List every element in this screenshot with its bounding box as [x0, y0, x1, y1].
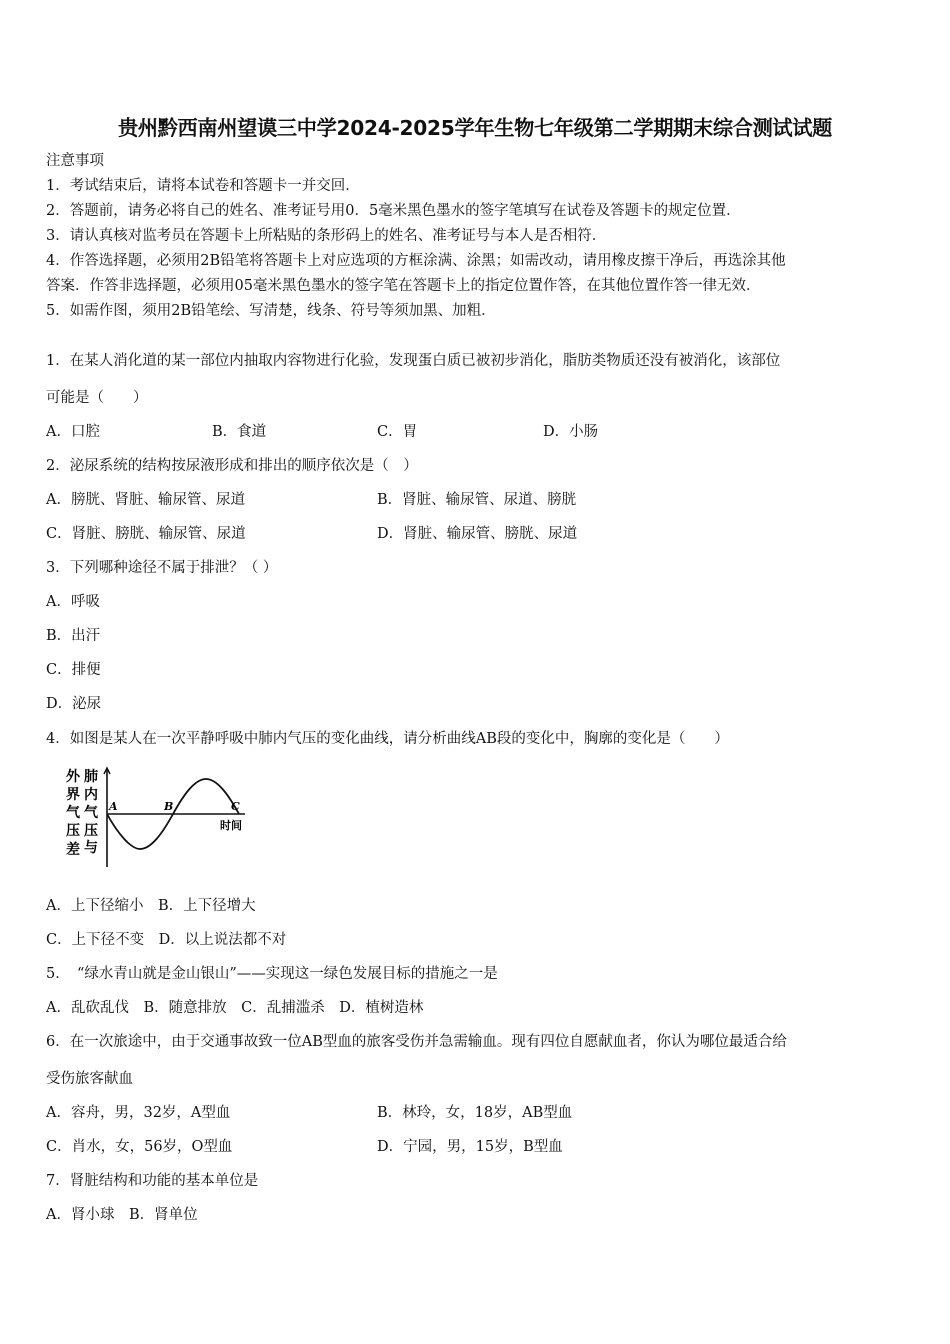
q3-option-c: C．排便	[46, 662, 101, 678]
q6-option-c: C．肖水，女，56岁，O型血	[46, 1139, 233, 1155]
q3-option-a: A．呼吸	[46, 594, 100, 610]
q2-option-b: B．肾脏、输尿管、尿道、膀胱	[377, 492, 577, 508]
q1-option-b: B．食道	[212, 424, 267, 440]
point-c-label: C	[231, 800, 240, 813]
ylabel-char: 压	[84, 823, 98, 839]
q7-options: A．肾小球 B．肾单位	[46, 1207, 198, 1223]
q7-stem: 7．肾脏结构和功能的基本单位是	[46, 1173, 259, 1189]
ylabel-char: 与	[84, 840, 98, 856]
q6-stem-line1: 6．在一次旅途中，由于交通事故致一位AB型血的旅客受伤并急需输血。现有四位自愿献血者，你认为哪位最适合给	[46, 1034, 787, 1050]
ylabel-char: 内	[84, 787, 98, 803]
notice-item: 2．答题前，请务必将自己的姓名、准考证号用0．5毫米黑色墨水的签字笔填写在试卷及答题卡的规定位置．	[46, 203, 741, 219]
x-axis-label: 时间	[220, 819, 242, 832]
q5-options: A．乱砍乱伐 B．随意排放 C．乱捕滥杀 D．植树造林	[46, 1000, 424, 1016]
q4-stem: 4．如图是某人在一次平静呼吸中肺内气压的变化曲线，请分析曲线AB段的变化中，胸廓的变化是（ ）	[46, 731, 729, 747]
point-b-label: B	[164, 800, 174, 813]
pressure-curve-figure	[62, 765, 252, 870]
notice-item: 答案．作答非选择题，必须用05毫米黑色墨水的签字笔在答题卡上的指定位置作答，在其他位置作答一律无效．	[46, 278, 761, 294]
q3-option-b: B．出汗	[46, 628, 101, 644]
q2-stem: 2．泌尿系统的结构按尿液形成和排出的顺序依次是（ ）	[46, 458, 418, 474]
q1-stem-line2: 可能是（ ）	[46, 390, 148, 406]
q6-option-b: B．林玲，女，18岁，AB型血	[377, 1105, 573, 1121]
q2-option-a: A．膀胱、肾脏、输尿管、尿道	[46, 492, 245, 508]
q4-options-cd: C．上下径不变 D．以上说法都不对	[46, 932, 287, 948]
q5-stem: 5． “绿水青山就是金山银山”——实现这一绿色发展目标的措施之一是	[46, 966, 498, 982]
ylabel-char: 气	[84, 805, 98, 821]
q6-stem-line2: 受伤旅客献血	[46, 1071, 133, 1087]
ylabel-char: 气	[66, 805, 80, 821]
q6-option-d: D．宁园，男，15岁，B型血	[377, 1139, 563, 1155]
q2-option-d: D．肾脏、输尿管、膀胱、尿道	[377, 526, 578, 542]
notice-heading: 注意事项	[46, 153, 104, 169]
q2-option-c: C．肾脏、膀胱、输尿管、尿道	[46, 526, 246, 542]
notice-item: 3．请认真核对监考员在答题卡上所粘贴的条形码上的姓名、准考证号与本人是否相符．	[46, 228, 607, 244]
q1-option-a: A．口腔	[46, 424, 100, 440]
q1-stem-line1: 1．在某人消化道的某一部位内抽取内容物进行化验，发现蛋白质已被初步消化，脂肪类物质还没有被消化，该部位	[46, 353, 781, 369]
notice-item: 4．作答选择题，必须用2B铅笔将答题卡上对应选项的方框涂满、涂黑；如需改动，请用橡皮擦干净后，再选涂其他	[46, 253, 786, 269]
q3-stem: 3．下列哪种途径不属于排泄？（ ）	[46, 560, 278, 576]
notice-item: 1．考试结束后，请将本试卷和答题卡一并交回．	[46, 178, 360, 194]
q3-option-d: D．泌尿	[46, 696, 102, 712]
ylabel-char: 肺	[84, 769, 98, 785]
q4-options-ab: A．上下径缩小 B．上下径增大	[46, 898, 256, 914]
ylabel-char: 外	[66, 769, 80, 785]
ylabel-char: 压	[66, 823, 80, 839]
notice-item: 5．如需作图，须用2B铅笔绘、写清楚，线条、符号等须加黑、加粗．	[46, 303, 496, 319]
q1-option-c: C．胃	[377, 424, 418, 440]
document-title: 贵州黔西南州望谟三中学2024-2025学年生物七年级第二学期期末综合测试试题	[117, 116, 833, 140]
ylabel-char: 界	[66, 787, 80, 803]
point-a-label: A	[109, 800, 118, 813]
q1-option-d: D．小肠	[543, 424, 599, 440]
ylabel-char: 差	[66, 842, 80, 858]
q6-option-a: A．容舟，男，32岁，A型血	[46, 1105, 231, 1121]
